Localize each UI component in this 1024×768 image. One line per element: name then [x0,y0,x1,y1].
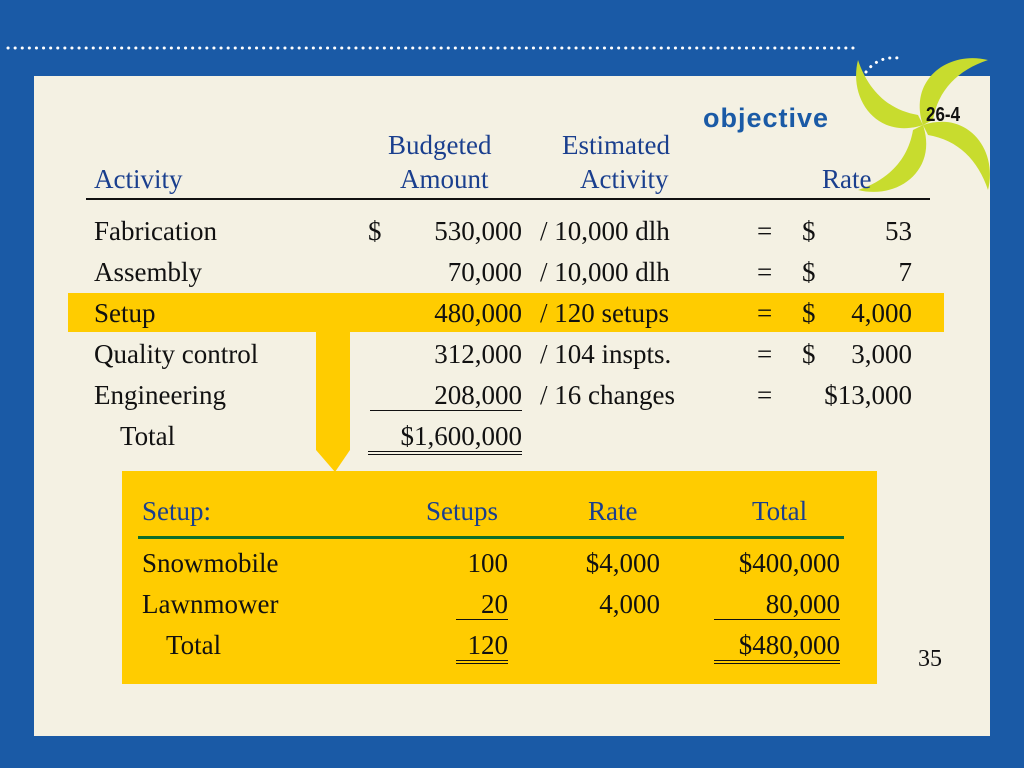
row-amount: 70,000 [447,257,522,287]
row-activity: Quality control [94,339,259,369]
box-header-rate: Rate [588,496,638,526]
box-total-setups: 120 [456,632,508,664]
row-equals: = [757,216,773,246]
objective-number: 26-4 [926,104,961,126]
row-dollar: $ [368,216,382,246]
row-rate: 7 [898,257,912,287]
row-rate-dollar: $ [802,216,816,246]
box-total-amount: $480,000 [714,632,840,664]
box-row-product: Snowmobile [142,548,279,578]
row-estimate: / 120 setups [540,298,670,328]
row-estimate: / 10,000 dlh [540,257,670,287]
total-label: Total [120,421,176,451]
box-header-label: Setup: [142,496,212,526]
box-header-total: Total [752,496,808,526]
box-row-rate: 4,000 [599,589,660,619]
box-header-setups: Setups [426,496,499,526]
row-amount: 312,000 [434,339,522,369]
row-amount: 208,000 [370,382,522,411]
row-rate-dollar: $ [802,339,816,369]
row-estimate: / 104 inspts. [540,339,672,369]
header-activity: Activity [94,164,183,194]
row-equals: = [757,380,773,410]
row-estimate: / 16 changes [540,380,675,410]
header-estimated-line2: Activity [580,164,669,194]
row-activity: Setup [94,298,156,328]
row-equals: = [757,257,773,287]
header-estimated-line1: Estimated [562,130,670,160]
row-activity: Fabrication [94,216,217,246]
row-equals: = [757,298,773,328]
total-amount: $1,600,000 [368,423,522,455]
row-rate: 3,000 [851,339,912,369]
box-row-setups: 100 [467,548,508,578]
box-row-total: 80,000 [714,591,840,620]
row-rate-dollar: $ [802,298,816,328]
row-rate: 53 [885,216,912,246]
box-row-rate: $4,000 [585,548,660,578]
header-budgeted-line2: Amount [400,164,489,194]
box-row-total: $400,000 [738,548,840,578]
header-budgeted-line1: Budgeted [388,130,492,160]
row-amount: 480,000 [434,298,522,328]
page-number: 35 [918,646,942,672]
row-rate-dollar: $ [802,257,816,287]
row-equals: = [757,339,773,369]
row-activity: Engineering [94,380,226,410]
row-rate: $13,000 [824,380,912,410]
header-rate: Rate [822,164,872,194]
box-row-product: Lawnmower [142,589,279,619]
row-activity: Assembly [94,257,202,287]
box-header-rule [138,536,844,539]
row-estimate: / 10,000 dlh [540,216,670,246]
box-row-setups: 20 [456,591,508,620]
box-total-label: Total [166,630,222,660]
row-rate: 4,000 [851,298,912,328]
objective-label: objective [703,103,830,133]
row-amount: 530,000 [434,216,522,246]
